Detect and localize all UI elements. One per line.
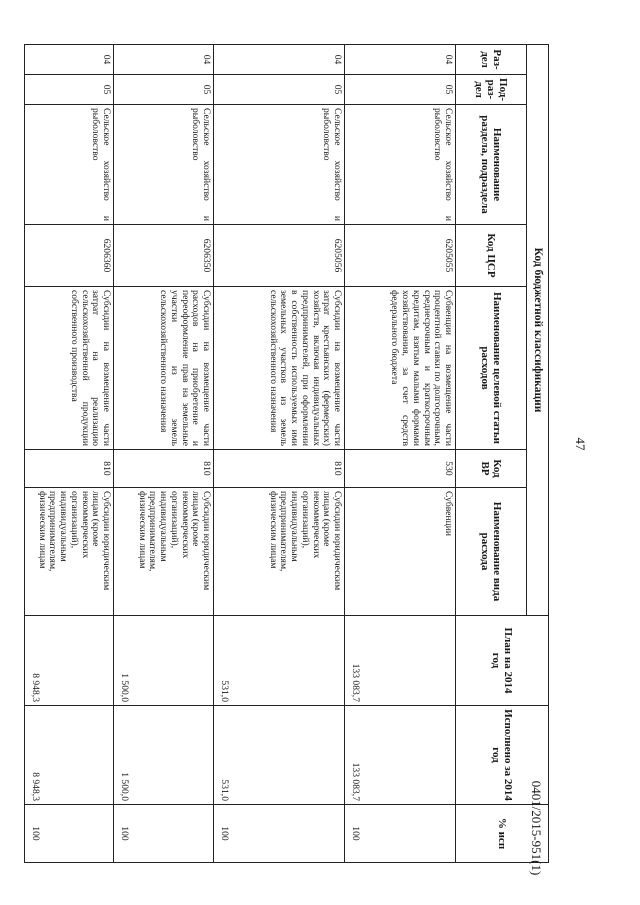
header-plan: План на 2014 год <box>456 616 549 706</box>
cell-name-razdel: Сельское хозяйство и рыболовство <box>114 105 214 225</box>
cell-razdel: 04 <box>114 45 214 75</box>
cell-name-csr: Субсидии на возмещение части затрат на реализацию сельскохозяйственной продукции собственного производства <box>25 287 114 450</box>
cell-vr: 530 <box>345 450 456 488</box>
table-row <box>214 45 345 863</box>
header-vr: Код ВР <box>456 450 527 488</box>
cell-csr: 6205055 <box>345 225 456 287</box>
cell-plan: 531,0 <box>214 616 345 706</box>
cell-name-vr: Субсидии юридическим лицам (кроме некоммерческих организаций), индивидуальным предпринимателям, физическим лицам <box>214 488 345 616</box>
cell-razdel: 04 <box>25 45 114 75</box>
cell-pct: 100 <box>114 805 214 863</box>
cell-pct: 100 <box>214 805 345 863</box>
document-code: 0401/2015-951(1) <box>529 780 544 876</box>
cell-pct: 100 <box>25 805 114 863</box>
cell-name-vr: Субвенции <box>345 488 456 616</box>
cell-name-razdel: Сельское хозяйство и рыболовство <box>25 105 114 225</box>
header-name-csr: Наименование целевой статьи расходов <box>456 287 527 450</box>
header-razdel: Раз-дел <box>456 45 527 75</box>
table-row <box>345 45 456 863</box>
header-csr: Код ЦСР <box>456 225 527 287</box>
cell-csr: 6205056 <box>214 225 345 287</box>
cell-razdel: 04 <box>345 45 456 75</box>
budget-table-container <box>29 44 549 862</box>
cell-name-vr: Субсидии юридическим лицам (кроме некоммерческих организаций), индивидуальным предпринимателям, физическим лицам <box>25 488 114 616</box>
page-number: 47 <box>573 437 588 451</box>
header-name-vr: Наименование вида расхода <box>456 488 527 616</box>
budget-classification-table <box>24 44 549 863</box>
cell-fact: 1 500,0 <box>114 706 214 805</box>
cell-podrazdel: 05 <box>114 75 214 105</box>
cell-name-razdel: Сельское хозяйство и рыболовство <box>345 105 456 225</box>
cell-podrazdel: 05 <box>25 75 114 105</box>
table-row <box>114 45 214 863</box>
cell-pct: 100 <box>345 805 456 863</box>
cell-csr: 6206360 <box>25 225 114 287</box>
cell-vr: 810 <box>25 450 114 488</box>
cell-fact: 8 948,3 <box>25 706 114 805</box>
cell-plan: 133 083,7 <box>345 616 456 706</box>
cell-razdel: 04 <box>214 45 345 75</box>
cell-plan: 1 500,0 <box>114 616 214 706</box>
cell-podrazdel: 05 <box>345 75 456 105</box>
cell-fact: 133 083,7 <box>345 706 456 805</box>
cell-name-csr: Субвенции на возмещение части процентной ставки по долгосрочным, среднесрочным и краткосрочным кредитам, взятым малыми формами хозяйствования, за счет средств федерального бюджета <box>345 287 456 450</box>
header-podrazdel: Под-раз-дел <box>456 75 527 105</box>
cell-name-csr: Субсидии на возмещение части затрат крестьянских (фермерских) хозяйств, включая индивидуальных предпринимателей, при оформлении в собственность используемых ими земельных участков из земель сельскохозяйственного назначения <box>214 287 345 450</box>
cell-vr: 810 <box>214 450 345 488</box>
table-row <box>25 45 114 863</box>
cell-vr: 810 <box>114 450 214 488</box>
cell-podrazdel: 05 <box>214 75 345 105</box>
header-pct: % исп <box>456 805 549 863</box>
header-fact: Исполнено за 2014 год <box>456 706 549 805</box>
cell-name-vr: Субсидии юридическим лицам (кроме некоммерческих организаций), индивидуальным предпринимателям, физическим лицам <box>114 488 214 616</box>
cell-plan: 8 948,3 <box>25 616 114 706</box>
cell-name-razdel: Сельское хозяйство и рыболовство <box>214 105 345 225</box>
group-header: Код бюджетной классификации <box>527 45 549 616</box>
cell-csr: 6206350 <box>114 225 214 287</box>
cell-fact: 531,0 <box>214 706 345 805</box>
header-name-razdel: Наименование раздела, подраздела <box>456 105 527 225</box>
cell-name-csr: Субсидии на возмещение части расходов на приобретение и переоформление прав на земельные участки из земель сельскохозяйственного назначения <box>114 287 214 450</box>
